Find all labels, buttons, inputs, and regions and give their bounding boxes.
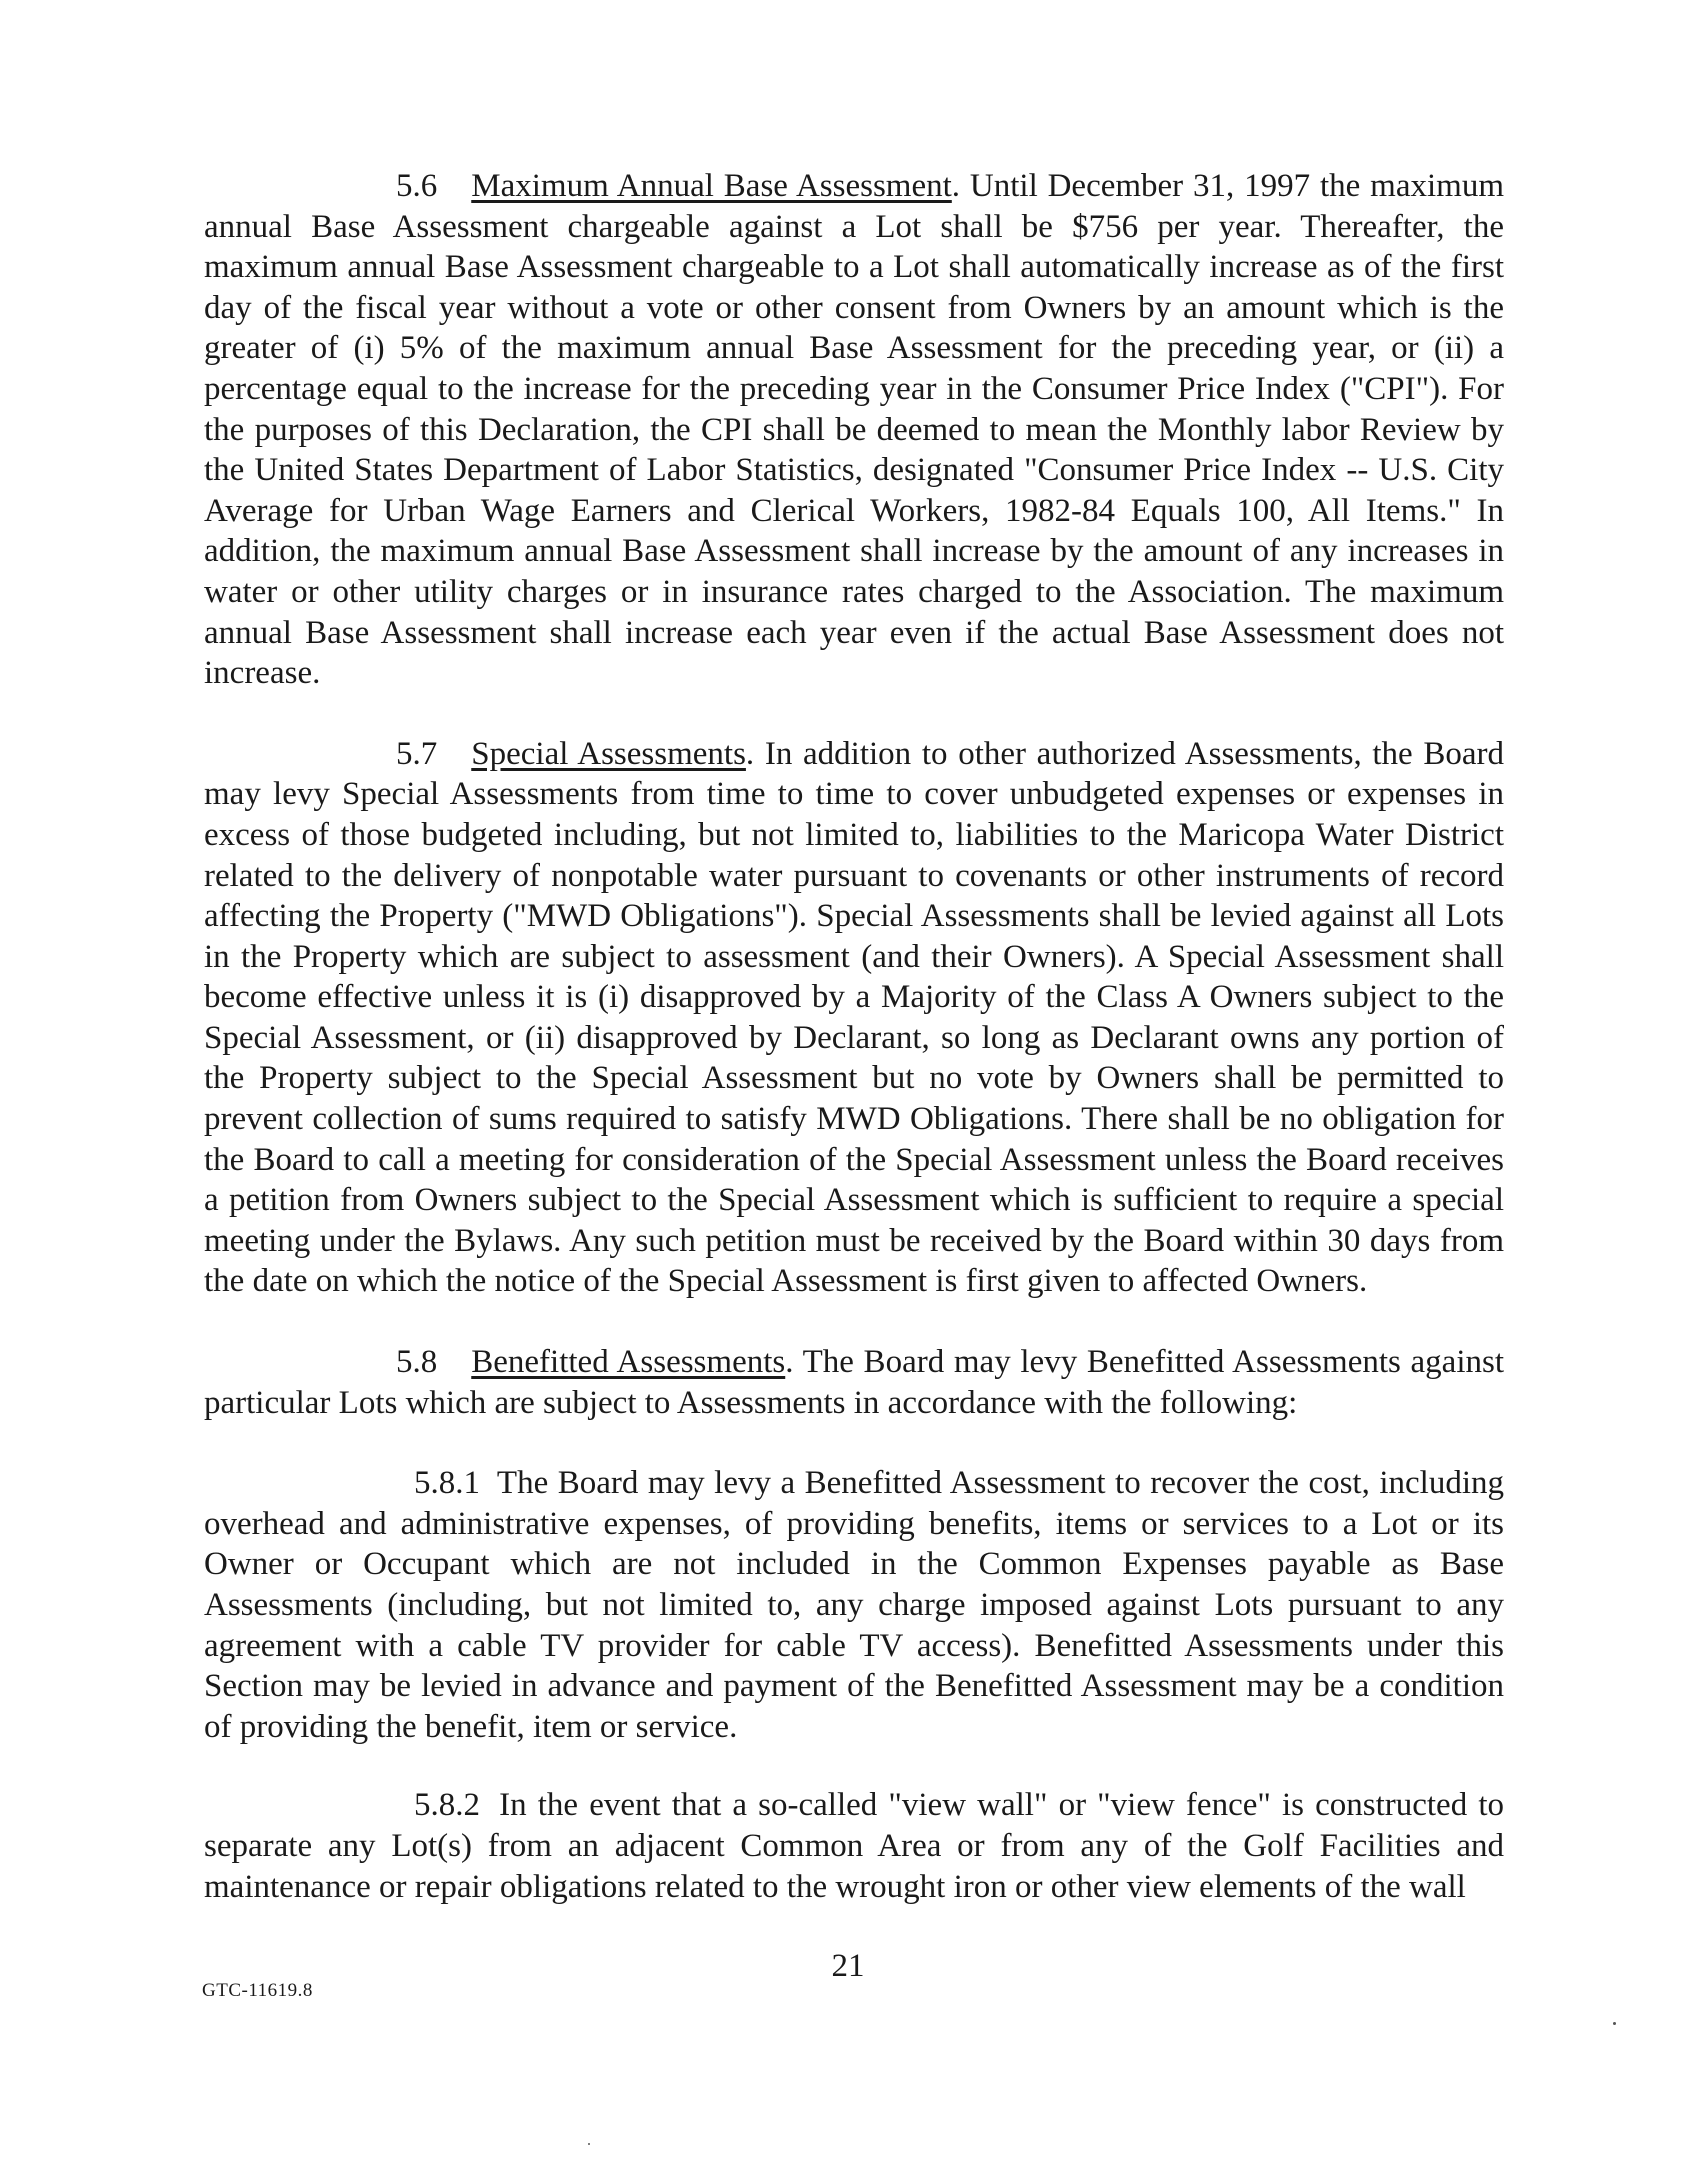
document-code: GTC-11619.8 xyxy=(202,1980,313,2001)
section-5-7: 5.7 Special Assessments. In addition to other authorized Assessments, the Board may levy Special Assessments from time to time to cover unbudgeted expenses or expenses in excess of those budgeted including, but not limited to, liabilities to the Maricopa Water District related to the delivery of nonpotable water pursuant to covenants or other instruments of record affecting the Property ("MWD Obligations"). Special Assessments shall be levied against all Lots in the Property which are subject to assessment (and their Owners). A Special Assessment shall become effective unless it is (i) disapproved by a Majority of the Class A Owners subject to the Special Assessment, or (ii) disapproved by Declarant, so long as Declarant owns any portion of the Property subject to the Special Assessment but no vote by Owners shall be permitted to prevent collection of sums required to satisfy MWD Obligations. There shall be no obligation for the Board to call a meeting for consideration of the Special Assessment unless the Board receives a petition from Owners subject to the Special Assessment which is sufficient to require a special meeting under the Bylaws. Any such petition must be received by the Board within 30 days from the date on which the notice of the Special Assessment is first given to affected Owners. xyxy=(204,735,1505,1300)
subsection-number: 5.8.2 xyxy=(414,1787,480,1824)
subsection-5-8-2 xyxy=(204,1785,1504,1907)
subsection-5-8-1 xyxy=(204,1463,1504,1747)
section-text: Until December 31, 1997 the maximum annual Base Assessment chargeable against a Lot shall be $756 per year. Thereafter, the maximum annual Base Assessment chargeable to a Lot shall automatically increase as of the first day of the fiscal year without a vote or other consent from Owners by an amount which is the greater of (i) 5% of the maximum annual Base Assessment for the preceding year, or (ii) a percentage equal to the increase for the preceding year in the Consumer Price Index ("CPI"). For the purposes of this Declaration, the CPI shall be deemed to mean the Monthly labor Review by the United States Department of Labor Statistics, designated "Consumer Price Index -- U.S. City Average for Urban Wage Earners and Clerical Workers, 1982-84 Equals 100, All Items." In addition, the maximum annual Base Assessment shall increase by the amount of any increases in water or other utility charges or in insurance rates charged to the Association. The maximum annual Base Assessment shall increase each year even if the actual Base Assessment does not increase. xyxy=(204,168,1504,692)
section-text: The Board may levy Benefitted Assessments against particular Lots which are subject to Assessments in accordance with the following: xyxy=(204,1344,1504,1421)
document-body xyxy=(204,166,1504,1907)
section-text: In addition to other authorized Assessments, the Board may levy Special Assessments from time to time to cover unbudgeted expenses or expenses in excess of those budgeted including, but not limited to, liabilities to the Maricopa Water District related to the delivery of nonpotable water pursuant to covenants or other instruments of record affecting the Property ("MWD Obligations"). Special Assessments shall be levied against all Lots in the Property which are subject to assessment (and their Owners). A Special Assessment shall become effective unless it is (i) disapproved by a Majority of the Class A Owners subject to the Special Assessment, or (ii) disapproved by Declarant, so long as Declarant owns any portion of the Property subject to the Special Assessment but no vote by Owners shall be permitted to prevent collection of sums required to satisfy MWD Obligations. There shall be no obligation for the Board to call a meeting for consideration of the Special Assessment unless the Board receives a petition from Owners subject to the Special Assessment which is sufficient to require a special meeting under the Bylaws. Any such petition must be received by the Board within 30 days from the date on which the notice of the Special Assessment is first given to affected Owners. xyxy=(204,735,1505,1300)
page-number: 21 xyxy=(831,1948,865,1984)
section-number: 5.7 xyxy=(396,735,438,772)
subsection-text: The Board may levy a Benefitted Assessment to recover the cost, including overhead and administrative expenses, of providing benefits, items or services to a Lot or its Owner or Occupant which are not included in the Common Expenses payable as Base Assessments (including, but not limited to, any charge imposed against Lots pursuant to any agreement with a cable TV provider for cable TV access). Benefitted Assessments under this Section may be levied in advance and payment of the Benefitted Assessment may be a condition of providing the benefit, item or service. xyxy=(204,1465,1504,1745)
section-5-6: 5.6 Maximum Annual Base Assessment. Until December 31, 1997 the maximum annual Base Assessment chargeable against a Lot shall be $756 per year. Thereafter, the maximum annual Base Assessment chargeable to a Lot shall automatically increase as of the first day of the fiscal year without a vote or other consent from Owners by an amount which is the greater of (i) 5% of the maximum annual Base Assessment for the preceding year, or (ii) a percentage equal to the increase for the preceding year in the Consumer Price Index ("CPI"). For the purposes of this Declaration, the CPI shall be deemed to mean the Monthly labor Review by the United States Department of Labor Statistics, designated "Consumer Price Index -- U.S. City Average for Urban Wage Earners and Clerical Workers, 1982-84 Equals 100, All Items." In addition, the maximum annual Base Assessment shall increase by the amount of any increases in water or other utility charges or in insurance rates charged to the Association. The maximum annual Base Assessment shall increase each year even if the actual Base Assessment does not increase. xyxy=(204,168,1504,692)
section-heading: Benefitted Assessments xyxy=(471,1344,786,1381)
subsection-number: 5.8.1 xyxy=(414,1465,480,1502)
section-heading: Special Assessments xyxy=(471,735,746,772)
section-5-8: 5.8 Benefitted Assessments. The Board may levy Benefitted Assessments against particular Lots which are subject to Assessments in accordance with the following: xyxy=(204,1344,1504,1421)
section-number: 5.6 xyxy=(396,168,438,204)
scan-speck xyxy=(588,2143,590,2145)
subsection-text: In the event that a so-called "view wall" or "view fence" is constructed to separate any Lot(s) from an adjacent Common Area or from any of the Golf Facilities and maintenance or repair obligations related to the wrought iron or other view elements of the wall xyxy=(204,1787,1505,1905)
section-number: 5.8 xyxy=(396,1344,438,1381)
section-heading: Maximum Annual Base Assessment xyxy=(471,168,952,204)
scan-speck xyxy=(1613,2022,1616,2025)
